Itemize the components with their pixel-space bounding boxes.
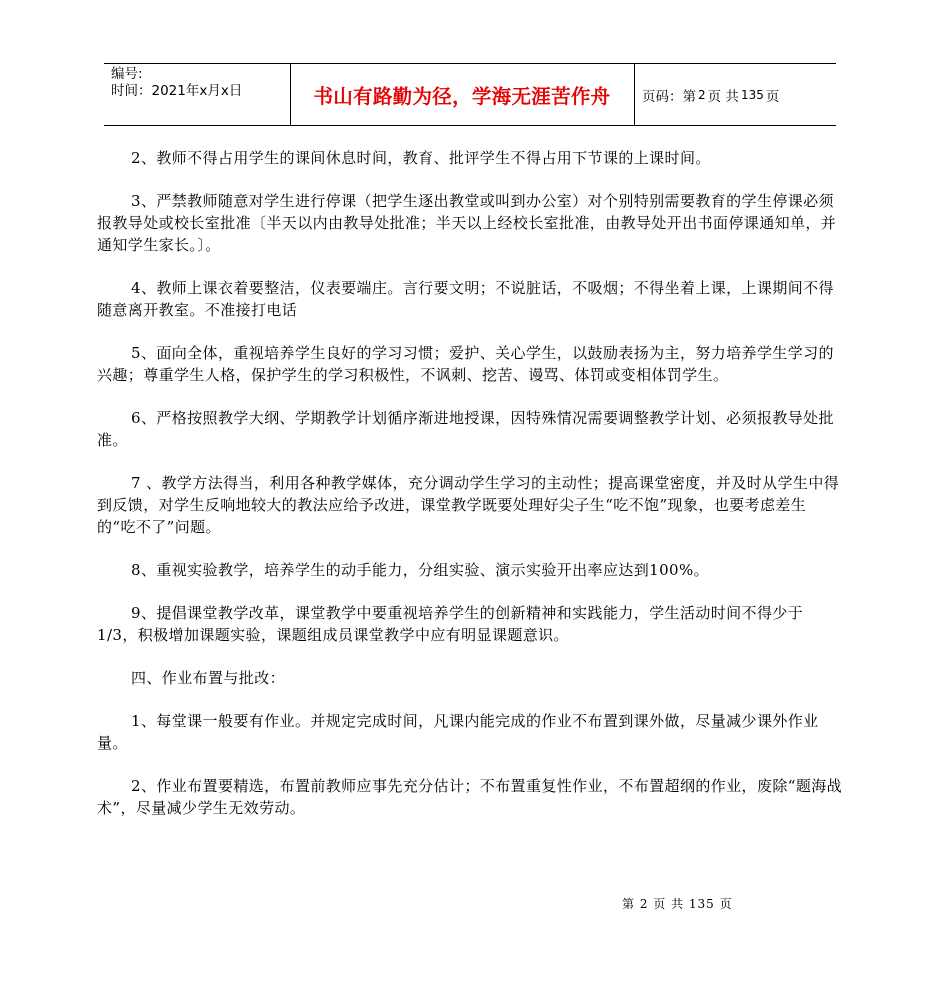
header-meta — [111, 66, 242, 100]
page-header — [104, 63, 836, 126]
document-body — [97, 147, 843, 840]
header-motto: 书山有路勤为径，学海无涯苦作舟 — [313, 85, 611, 108]
section-heading: 四、作业布置与批改： — [131, 669, 286, 687]
header-divider-right — [634, 64, 635, 126]
paragraph: 9、提倡课堂教学改革，课堂教学中要重视培养学生的创新精神和实践能力，学生活动时间不得少于1/3，积极增加课题实验，课题组成员课堂教学中应有明显课题意识。 — [97, 604, 804, 644]
paragraph: 2、教师不得占用学生的课间休息时间，教育、批评学生不得占用下节课的上课时间。 — [131, 149, 711, 167]
page-footer: 第 2 页 共 135 页 — [622, 897, 733, 911]
page-total: 135 — [740, 88, 764, 102]
paragraph: 2、作业布置要精选，布置前教师应事先充分估计；不布置重复性作业，不布置超纲的作业，废除“题海战术”，尽量减少学生无效劳动。 — [97, 777, 843, 817]
page-suffix: 页 — [765, 89, 780, 105]
paragraph: 1、每堂课一般要有作业。并规定完成时间，凡课内能完成的作业不布置到课外做，尽量减少课外作业量。 — [97, 712, 819, 752]
page-prefix: 页码：第 — [642, 89, 696, 105]
page-mid: 页 共 — [707, 89, 739, 105]
paragraph: 4、教师上课衣着要整洁，仪表要端庄。言行要文明；不说脏话，不吸烟；不得坐着上课，上课期间不得随意离开教室。不准接打电话 — [97, 279, 834, 319]
paragraph: 8、重视实验教学，培养学生的动手能力，分组实验、演示实验开出率应达到100%。 — [131, 561, 710, 579]
header-page-info — [642, 64, 779, 126]
page-current: 2 — [698, 88, 706, 102]
paragraph: 6、严格按照教学大纲、学期教学计划循序渐进地授课，因特殊情况需要调整教学计划、必须报教导处批准。 — [97, 409, 834, 449]
paragraph: 5、面向全体，重视培养学生良好的学习习惯；爱护、关心学生，以鼓励表扬为主，努力培养学生学习的兴趣；尊重学生人格，保护学生的学习积极性，不讽刺、挖苦、谩骂、体罚或变相体罚学生。 — [97, 344, 834, 384]
paragraph: 7 、教学方法得当，利用各种教学媒体，充分调动学生学习的主动性；提高课堂密度，并及时从学生中得到反馈，对学生反响地较大的教法应给予改进，课堂教学既要处理好尖子生“吃不饱”现象，也要考虑差生的“吃不了”问题。 — [97, 474, 840, 536]
paragraph: 3、严禁教师随意对学生进行停课（把学生逐出教堂或叫到办公室）对个别特别需要教育的学生停课必须报教导处或校长室批准〔半天以内由教导处批准；半天以上经校长室批准，由教导处开出书面停课通知单，并通知学生家长。〕。 — [97, 192, 837, 254]
serial-number-label: 编号: — [111, 66, 143, 82]
date-label: 时间：2021年x月x日 — [111, 83, 243, 99]
